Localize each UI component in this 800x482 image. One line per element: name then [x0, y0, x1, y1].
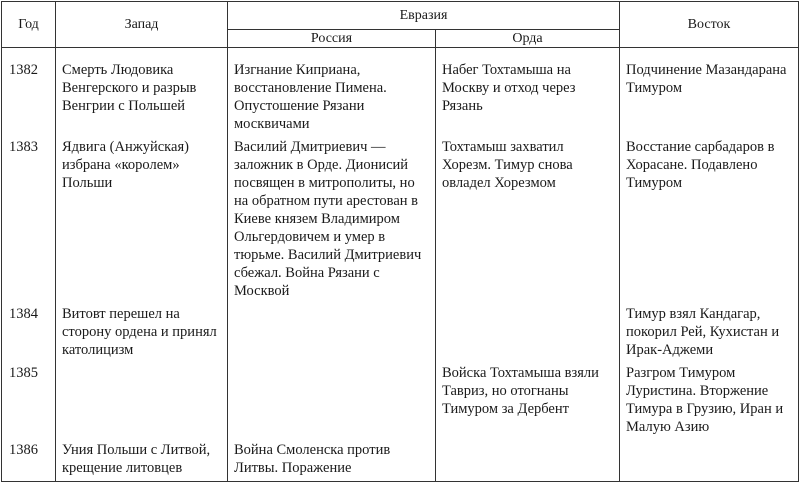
cell-russia: Изгнание Киприана, восстановление Пимена. Опустошение Рязани москвичами	[228, 48, 436, 134]
cell-west	[56, 359, 228, 436]
header-horde: Орда	[436, 30, 620, 48]
cell-horde: Тохтамыш захватил Хорезм. Тимур снова овладел Хорезмом	[436, 133, 620, 300]
cell-russia	[228, 300, 436, 359]
cell-year: 1385	[2, 359, 56, 436]
table-row	[2, 300, 799, 359]
table-row	[2, 436, 799, 482]
cell-west: Ядвига (Анжуйская) избрана «королем» Польши	[56, 133, 228, 300]
header-west: Запад	[56, 2, 228, 48]
chronology-table	[1, 1, 799, 482]
table-body	[2, 48, 799, 482]
cell-west: Уния Польши с Литвой, крещение литовцев	[56, 436, 228, 482]
cell-horde: Войска Тохтамыша взяли Тавриз, но отогнаны Тимуром за Дербент	[436, 359, 620, 436]
cell-east: Восстание сарбадаров в Хорасане. Подавлено Тимуром	[620, 133, 799, 300]
cell-east: Разгром Тимуром Луристина. Вторжение Тимура в Грузию, Иран и Малую Азию	[620, 359, 799, 436]
cell-russia: Война Смоленска против Литвы. Поражение	[228, 436, 436, 482]
cell-horde	[436, 300, 620, 359]
cell-west: Витовт перешел на сторону ордена и принял католицизм	[56, 300, 228, 359]
header-eurasia: Евразия	[228, 2, 620, 30]
cell-horde: Набег Тохтамыша на Москву и отход через Рязань	[436, 48, 620, 134]
cell-east: Подчинение Мазандарана Тимуром	[620, 48, 799, 134]
table-header	[2, 2, 799, 48]
cell-year: 1386	[2, 436, 56, 482]
table-row	[2, 48, 799, 134]
cell-russia	[228, 359, 436, 436]
header-russia: Россия	[228, 30, 436, 48]
header-east: Восток	[620, 2, 799, 48]
cell-horde	[436, 436, 620, 482]
cell-east: Тимур взял Кандагар, покорил Рей, Кухистан и Ирак-Аджеми	[620, 300, 799, 359]
cell-west: Смерть Людовика Венгерского и разрыв Венгрии с Польшей	[56, 48, 228, 134]
cell-year: 1382	[2, 48, 56, 134]
cell-year: 1384	[2, 300, 56, 359]
cell-year: 1383	[2, 133, 56, 300]
cell-east	[620, 436, 799, 482]
header-year: Год	[2, 2, 56, 48]
table-row	[2, 359, 799, 436]
table-row	[2, 133, 799, 300]
cell-russia: Василий Дмитриевич — заложник в Орде. Дионисий посвящен в митрополиты, но на обратном пути арестован в Киеве князем Владимиром Ольгердовичем и умер в тюрьме. Василий Дмитриевич сбежал. Война Рязани с Москвой	[228, 133, 436, 300]
